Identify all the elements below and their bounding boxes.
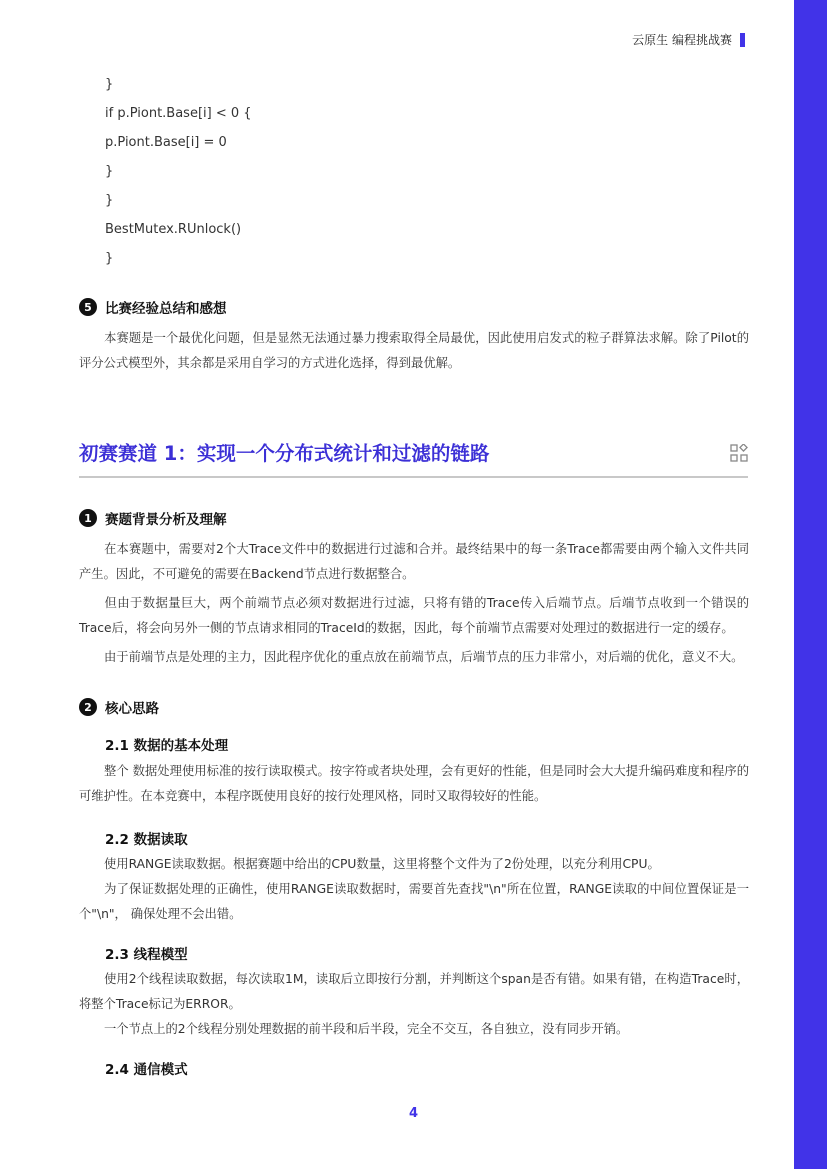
paragraph-text: 由于前端节点是处理的主力，因此程序优化的重点放在前端节点，后端节点的压力非常小，对后端的优化，意义不大。 bbox=[104, 650, 744, 664]
paragraph bbox=[79, 1017, 749, 1042]
section-number-badge: 2 bbox=[79, 698, 97, 716]
paragraph-text: 整个 数据处理使用标准的按行读取模式。按字符或者块处理，会有更好的性能，但是同时会大大提升编码难度和程序的可维护性。在本竞赛中，本程序既使用良好的按行处理风格，同时又取得较好的性能。 bbox=[79, 764, 749, 803]
section-1-heading bbox=[79, 508, 227, 528]
header-title: 云原生 编程挑战赛 bbox=[632, 33, 732, 47]
paragraph bbox=[79, 326, 749, 376]
subsection-heading: 2.3 线程模型 bbox=[105, 947, 188, 963]
paragraph bbox=[79, 591, 749, 641]
page-number: 4 bbox=[408, 1106, 419, 1121]
section-number-badge: 1 bbox=[79, 509, 97, 527]
code-line: } bbox=[105, 164, 114, 179]
paragraph bbox=[79, 877, 749, 927]
header-accent-mark bbox=[740, 33, 745, 47]
grid-diamond-icon bbox=[730, 444, 748, 462]
code-line: } bbox=[105, 251, 114, 266]
code-line: } bbox=[105, 193, 114, 208]
subsection-heading: 2.1 数据的基本处理 bbox=[105, 738, 229, 754]
paragraph bbox=[79, 759, 749, 809]
section-divider bbox=[79, 476, 748, 478]
code-line: } bbox=[105, 77, 114, 92]
code-line: p.Piont.Base[i] = 0 bbox=[105, 135, 227, 150]
paragraph bbox=[79, 967, 749, 1017]
paragraph-text: 一个节点上的2个线程分别处理数据的前半段和后半段，完全不交互，各自独立，没有同步开销。 bbox=[104, 1022, 629, 1036]
section-2-heading bbox=[79, 697, 159, 717]
accent-side-bar bbox=[794, 0, 827, 1169]
section-title: 初赛赛道 1：实现一个分布式统计和过滤的链路 bbox=[79, 442, 490, 465]
section-5-heading bbox=[79, 297, 227, 317]
section-number-badge: 5 bbox=[79, 298, 97, 316]
paragraph-text: 在本赛题中，需要对2个大Trace文件中的数据进行过滤和合并。最终结果中的每一条Trace都需要由两个输入文件共同产生。因此，不可避免的需要在Backend节点进行数据整合。 bbox=[79, 542, 749, 581]
paragraph-text: 使用2个线程读取数据，每次读取1M，读取后立即按行分割，并判断这个span是否有错。如果有错，在构造Trace时，将整个Trace标记为ERROR。 bbox=[79, 972, 749, 1011]
paragraph bbox=[79, 645, 749, 670]
section-heading-text: 核心思路 bbox=[105, 701, 159, 717]
subsection-heading: 2.2 数据读取 bbox=[105, 832, 188, 848]
paragraph bbox=[79, 537, 749, 587]
section-heading-text: 赛题背景分析及理解 bbox=[105, 512, 227, 528]
code-line: BestMutex.RUnlock() bbox=[105, 222, 242, 237]
page-header bbox=[632, 31, 745, 48]
paragraph-text: 使用RANGE读取数据。根据赛题中给出的CPU数量，这里将整个文件为了2份处理，以充分利用CPU。 bbox=[104, 857, 660, 871]
paragraph bbox=[79, 852, 749, 877]
paragraph-text: 本赛题是一个最优化问题，但是显然无法通过暴力搜索取得全局最优，因此使用启发式的粒子群算法求解。除了Pilot的评分公式模型外，其余都是采用自学习的方式进化选择，得到最优解。 bbox=[79, 331, 749, 370]
section-heading-text: 比赛经验总结和感想 bbox=[105, 301, 227, 317]
paragraph-text: 但由于数据量巨大，两个前端节点必须对数据进行过滤，只将有错的Trace传入后端节点。后端节点收到一个错误的Trace后，将会向另外一侧的节点请求相同的TraceId的数据，因此，每个前端节点需要对处理过的数据进行一定的缓存。 bbox=[79, 596, 749, 635]
code-line: if p.Piont.Base[i] < 0 { bbox=[105, 106, 252, 121]
subsection-heading: 2.4 通信模式 bbox=[105, 1062, 188, 1078]
paragraph-text: 为了保证数据处理的正确性，使用RANGE读取数据时，需要首先查找"\n"所在位置，RANGE读取的中间位置保证是一个"\n"， 确保处理不会出错。 bbox=[79, 882, 749, 921]
